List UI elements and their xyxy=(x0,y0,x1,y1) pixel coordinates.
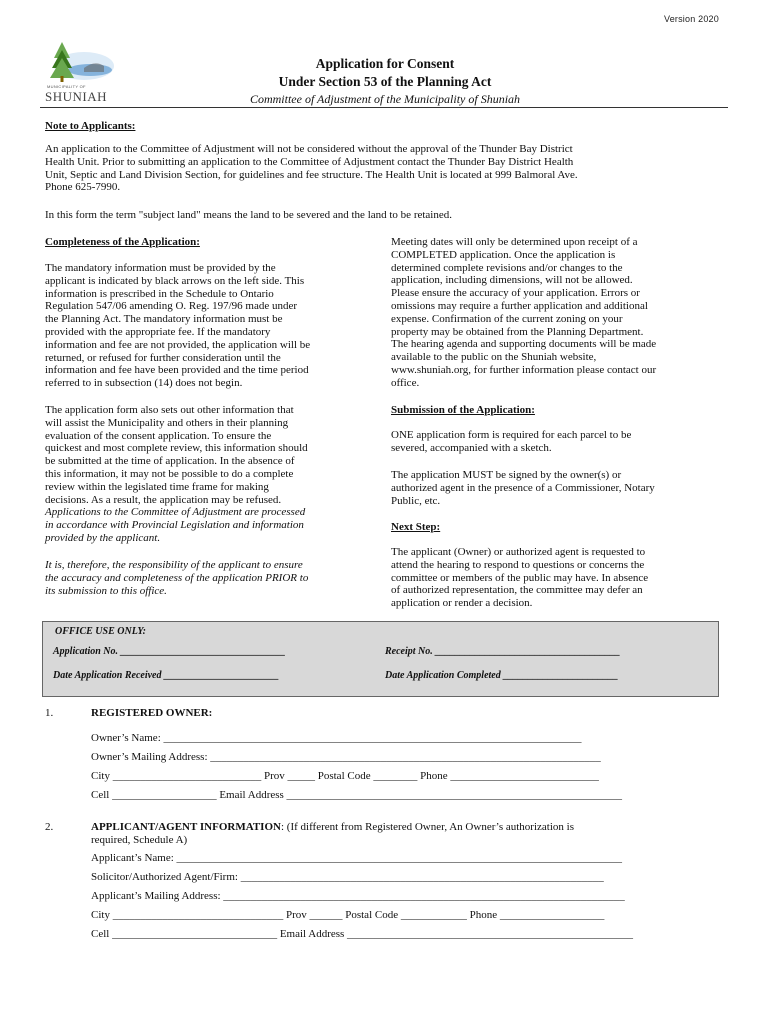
agent-firm-field[interactable]: Solicitor/Authorized Agent/Firm: __________________________________________________________________ xyxy=(91,871,604,883)
text-line: returned, or refused for further consideration until the xyxy=(45,351,281,364)
applicant-cell-email-field[interactable]: Cell ______________________________ Email Address ____________________________________________________ xyxy=(91,928,634,940)
responsibility-paragraph xyxy=(45,559,379,597)
next-step-heading: Next Step: xyxy=(391,521,441,533)
office-use-title: OFFICE USE ONLY: xyxy=(55,626,146,637)
text-line: the Planning Act. The mandatory information must be xyxy=(45,313,283,326)
receipt-no-field[interactable]: Receipt No. _____________________________________ xyxy=(385,646,621,657)
text-line: property may be obtained from the Planning Department. xyxy=(391,325,644,338)
text-line: Applications to the Committee of Adjustment are processed xyxy=(45,506,306,519)
text-line: omissions may require a further application and additional xyxy=(391,299,648,312)
meeting-dates-paragraph xyxy=(391,236,721,390)
text-line: referred to in subsection (14) does not begin. xyxy=(45,377,243,390)
text-line: its submission to this office. xyxy=(45,584,167,597)
note-paragraph-2: In this form the term "subject land" means the land to be severed and the land to be retained. xyxy=(45,209,452,221)
applicant-city-prov-postal-phone-field[interactable]: City _______________________________ Prov ______ Postal Code ____________ Phone ___________________ xyxy=(91,909,605,921)
text-line: the accuracy and completeness of the application PRIOR to xyxy=(45,571,309,584)
text-line: Please ensure the accuracy of your application. Errors or xyxy=(391,287,640,300)
text-line: decisions. As a result, the application may be refused. xyxy=(45,493,282,506)
text-line: Health Unit. Prior to submitting an application to the Committee of Adjustment contact the Thunder Bay District Health xyxy=(45,155,574,168)
text-line: in accordance with Provincial Legislation and information xyxy=(45,519,304,532)
section-2-number: 2. xyxy=(45,821,54,833)
text-line: An application to the Committee of Adjustment will not be considered without the approval of the Thunder Bay District xyxy=(45,143,573,155)
note-heading: Note to Applicants: xyxy=(45,120,136,132)
text-line: authorized agent in the presence of a Commissioner, Notary xyxy=(391,481,655,494)
text-line: information and fee have been provided and the time period xyxy=(45,364,309,377)
section-2-title xyxy=(91,821,574,833)
text-line: Phone 625-7990. xyxy=(45,181,121,194)
text-line: provided with the appropriate fee. If the mandatory xyxy=(45,325,271,338)
text-line: Regulation 547/06 amending O. Reg. 197/96 made under xyxy=(45,300,298,313)
section-1-number: 1. xyxy=(45,707,54,719)
owner-city-prov-postal-phone-field[interactable]: City ___________________________ Prov _____ Postal Code ________ Phone ___________________________ xyxy=(91,770,599,782)
form-subtitle: Committee of Adjustment of the Municipality of Shuniah xyxy=(249,92,521,106)
text-line: provided by the applicant. xyxy=(45,531,161,544)
next-step-paragraph xyxy=(391,546,721,610)
section-2-title-rest: : (If different from Registered Owner, An Owner’s authorization is xyxy=(280,821,574,833)
application-no-field[interactable]: Application No. _________________________________ xyxy=(53,646,286,657)
text-line: ONE application form is required for each parcel to be xyxy=(391,429,632,441)
owner-mailing-address-field[interactable]: Owner’s Mailing Address: _______________________________________________________________________ xyxy=(91,751,601,763)
text-line: expense. Confirmation of the current zoning on your xyxy=(391,312,623,325)
header-divider xyxy=(40,107,728,108)
completeness-paragraph xyxy=(45,262,379,390)
completeness-heading: Completeness of the Application: xyxy=(45,236,200,248)
text-line: determined complete revisions and/or changes to the xyxy=(391,261,623,274)
owner-cell-email-field[interactable]: Cell ___________________ Email Address _____________________________________________________________ xyxy=(91,789,623,801)
text-line: www.shuniah.org, for further information please contact our xyxy=(391,363,657,376)
submission-paragraph-2 xyxy=(391,469,721,507)
text-line: be submitted at the time of application. In the absence of xyxy=(45,455,295,468)
submission-paragraph-1 xyxy=(391,429,721,455)
text-line: available to the public on the Shuniah website, xyxy=(391,351,597,364)
text-line: application, including dimensions, will not be allowed. xyxy=(391,274,633,287)
section-2-title-line2: required, Schedule A) xyxy=(91,834,188,846)
submission-heading: Submission of the Application: xyxy=(391,404,535,416)
owner-name-field[interactable]: Owner’s Name: ____________________________________________________________________________ xyxy=(91,732,582,744)
assist-paragraph xyxy=(45,404,379,545)
text-line: information is prescribed in the Schedule to Ontario xyxy=(45,287,274,300)
office-use-box xyxy=(42,621,719,697)
text-line: The application MUST be signed by the owner(s) or xyxy=(391,469,622,481)
section-2-title-bold: APPLICANT/AGENT INFORMATION xyxy=(91,821,281,833)
form-title-line1: Application for Consent xyxy=(315,56,455,71)
text-line: application or render a decision. xyxy=(391,597,533,610)
text-line: information and fee are not provided, the application will be xyxy=(45,338,311,351)
applicant-mailing-address-field[interactable]: Applicant’s Mailing Address: _________________________________________________________________________ xyxy=(91,890,625,902)
date-completed-field[interactable]: Date Application Completed _______________________ xyxy=(385,670,619,681)
text-line: COMPLETED application. Once the application is xyxy=(391,248,616,261)
text-line: The mandatory information must be provided by the xyxy=(45,262,276,274)
text-line: applicant is indicated by black arrows on the left side. This xyxy=(45,274,305,287)
text-line: of authorized representation, the committee may defer an xyxy=(391,584,643,597)
applicant-name-field[interactable]: Applicant’s Name: _________________________________________________________________________________ xyxy=(91,852,623,864)
text-line: Meeting dates will only be determined upon receipt of a xyxy=(391,236,638,248)
text-line: this information, it may not be possible to do a complete xyxy=(45,467,294,480)
text-line: The application form also sets out other information that xyxy=(45,404,294,416)
text-line: office. xyxy=(391,376,420,389)
text-line: attend the hearing to respond to questions or concerns the xyxy=(391,558,645,571)
text-line: The applicant (Owner) or authorized agent is requested to xyxy=(391,546,646,558)
text-line: committee or members of the public may have. In absence xyxy=(391,571,649,584)
logo-caption: MUNICIPALITY OF xyxy=(47,84,86,89)
logo-name: SHUNIAH xyxy=(45,89,107,104)
version-label: Version 2020 xyxy=(664,14,719,24)
date-received-field[interactable]: Date Application Received _______________________ xyxy=(53,670,279,681)
text-line: The hearing agenda and supporting documents will be made xyxy=(391,338,657,351)
section-1-title: REGISTERED OWNER: xyxy=(91,707,213,719)
text-line: will assist the Municipality and others in their planning xyxy=(45,416,289,429)
text-line: Public, etc. xyxy=(391,494,441,507)
form-title-line2: Under Section 53 of the Planning Act xyxy=(278,74,492,89)
note-paragraph-1 xyxy=(45,143,721,194)
text-line: It is, therefore, the responsibility of the applicant to ensure xyxy=(45,559,303,571)
text-line: quickest and most complete review, this information should xyxy=(45,442,308,455)
text-line: Unit, Septic and Land Division Section, for guidelines and fee structure. The Health Unit is located at 999 Balmoral Ave. xyxy=(45,168,578,181)
text-line: review within the legislated time frame for making xyxy=(45,480,269,493)
text-line: severed, accompanied with a sketch. xyxy=(391,441,552,454)
text-line: evaluation of the consent application. To ensure the xyxy=(45,429,272,442)
